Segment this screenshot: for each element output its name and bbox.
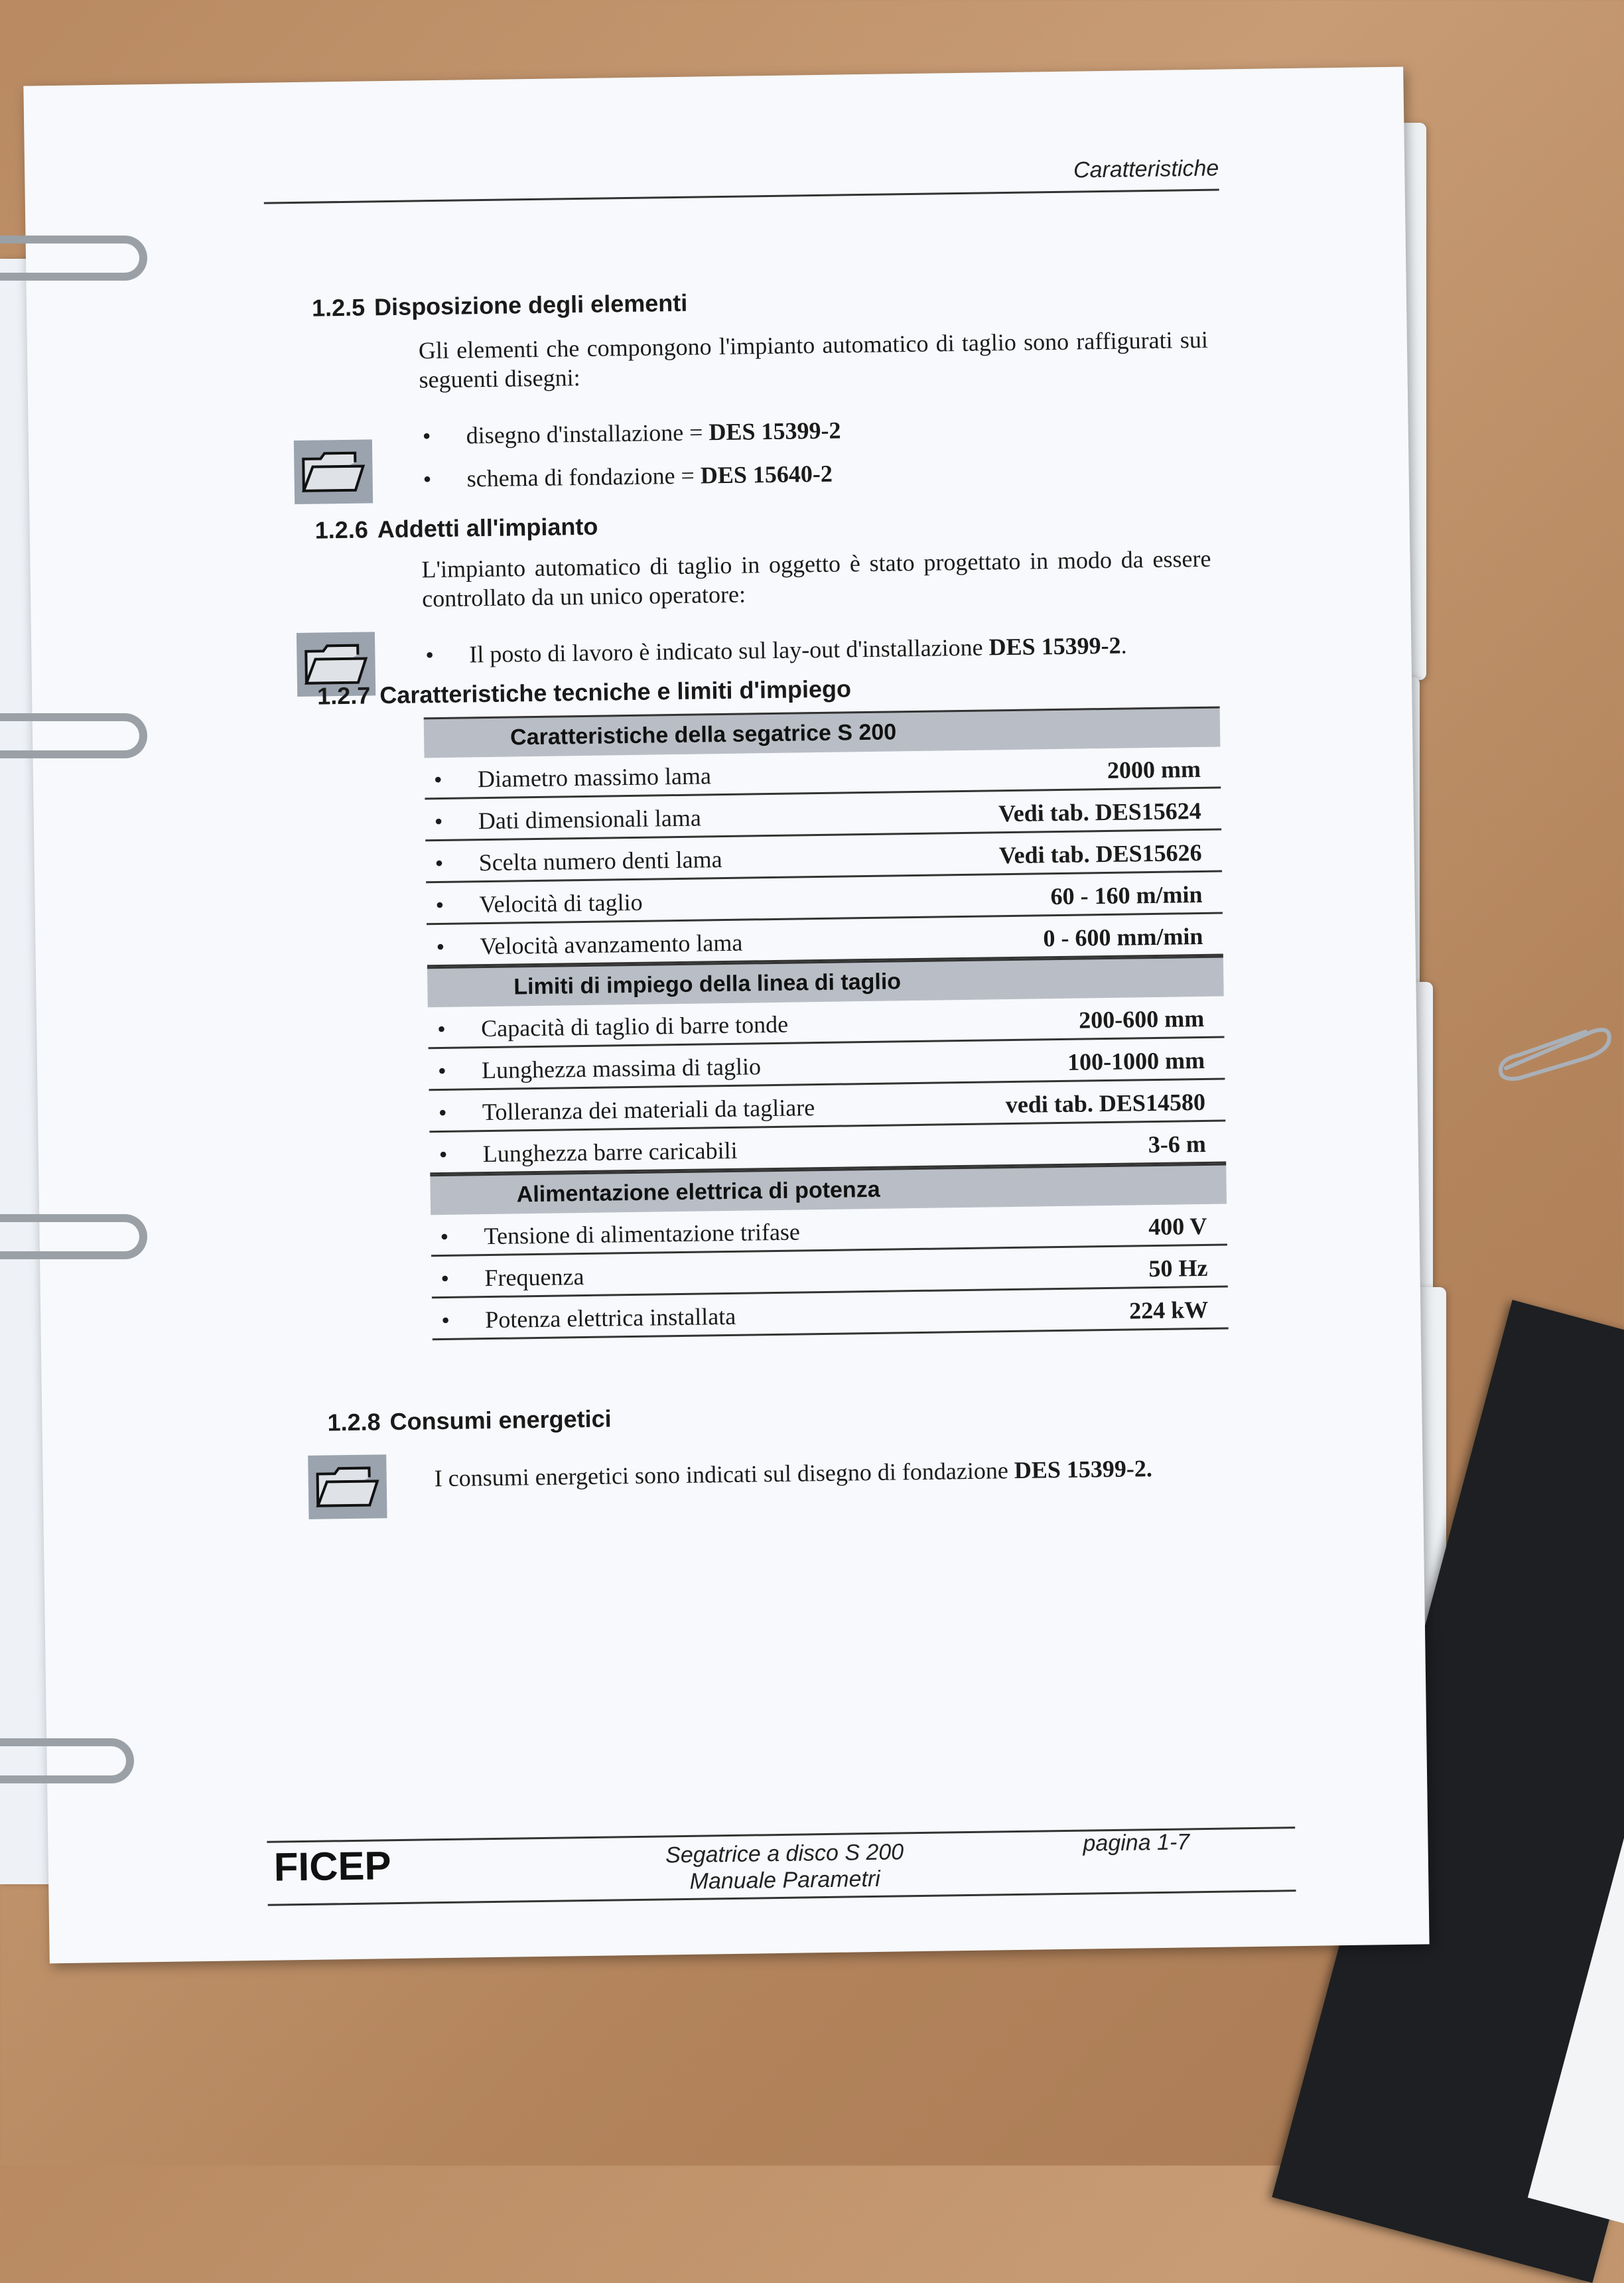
binder-ring <box>0 236 147 281</box>
table-row: • Velocità di taglio 60 - 160 m/min <box>426 872 1223 926</box>
table-row: • Scelta numero denti lama Vedi tab. DES15626 <box>425 831 1222 884</box>
section-heading: 1.2.8 Consumi energetici <box>327 1405 612 1436</box>
manual-page <box>23 67 1429 1964</box>
table-row: • Frequenza 50 Hz <box>431 1245 1228 1298</box>
table-row: • Dati dimensionali lama Vedi tab. DES15624 <box>425 789 1221 842</box>
paperclip-icon <box>1493 1022 1619 1081</box>
footer-document-title: Segatrice a disco S 200 Manuale Parametri <box>665 1839 904 1894</box>
page-number: pagina 1-7 <box>1083 1829 1190 1856</box>
binder-ring <box>0 1738 134 1783</box>
table-row: • Velocità avanzamento lama 0 - 600 mm/min <box>427 914 1223 967</box>
section-heading: 1.2.6 Addetti all'impianto <box>314 512 598 544</box>
folder-icon <box>294 439 373 504</box>
binder-ring <box>0 713 147 758</box>
table-row: • Potenza elettrica installata 224 kW <box>432 1287 1229 1340</box>
section-heading: 1.2.7 Caratteristiche tecniche e limiti d'impiego <box>316 675 852 710</box>
table-row: • Lunghezza massima di taglio 100-1000 mm <box>429 1038 1225 1091</box>
section-paragraph: Gli elementi che compongono l'impianto automatico di taglio sono raffigurati sui seguenti disegni: <box>418 326 1209 393</box>
table-row: • Diametro massimo lama 2000 mm <box>425 747 1221 800</box>
table-group-heading: Alimentazione elettrica di potenza <box>430 1164 1227 1215</box>
table-group-heading: Limiti di impiego della linea di taglio <box>427 956 1224 1008</box>
specifications-table <box>424 707 1229 1341</box>
binder-ring <box>0 1214 147 1259</box>
drawing-reference-item: • schema di fondazione = DES 15640-2 <box>466 460 833 493</box>
table-row: • Tensione di alimentazione trifase 400 V <box>431 1204 1227 1257</box>
table-row: • Tolleranza dei materiali da tagliare vedi tab. DES14580 <box>429 1080 1226 1133</box>
page-header-title: Caratteristiche <box>1073 155 1219 183</box>
drawing-reference-item: • disegno d'installazione = DES 15399-2 <box>466 417 841 450</box>
table-row: • Lunghezza barre caricabili 3-6 m <box>429 1122 1226 1175</box>
folder-icon <box>308 1454 387 1519</box>
table-row: • Capacità di taglio di barre tonde 200-600 mm <box>428 997 1225 1050</box>
section-heading: 1.2.5 Disposizione degli elementi <box>311 289 688 322</box>
table-group-heading: Caratteristiche della segatrice S 200 <box>424 707 1221 758</box>
section-paragraph: L'impianto automatico di taglio in oggetto è stato progettato in modo da essere controllato da un unico operatore: <box>421 545 1211 612</box>
footer-brand-logo: FICEP <box>273 1843 392 1890</box>
energy-consumption-text: I consumi energetici sono indicati sul disegno di fondazione DES 15399-2. <box>434 1455 1153 1492</box>
workstation-note: • Il posto di lavoro è indicato sul lay-out d'installazione DES 15399-2. <box>469 632 1127 669</box>
header-rule <box>264 189 1219 204</box>
